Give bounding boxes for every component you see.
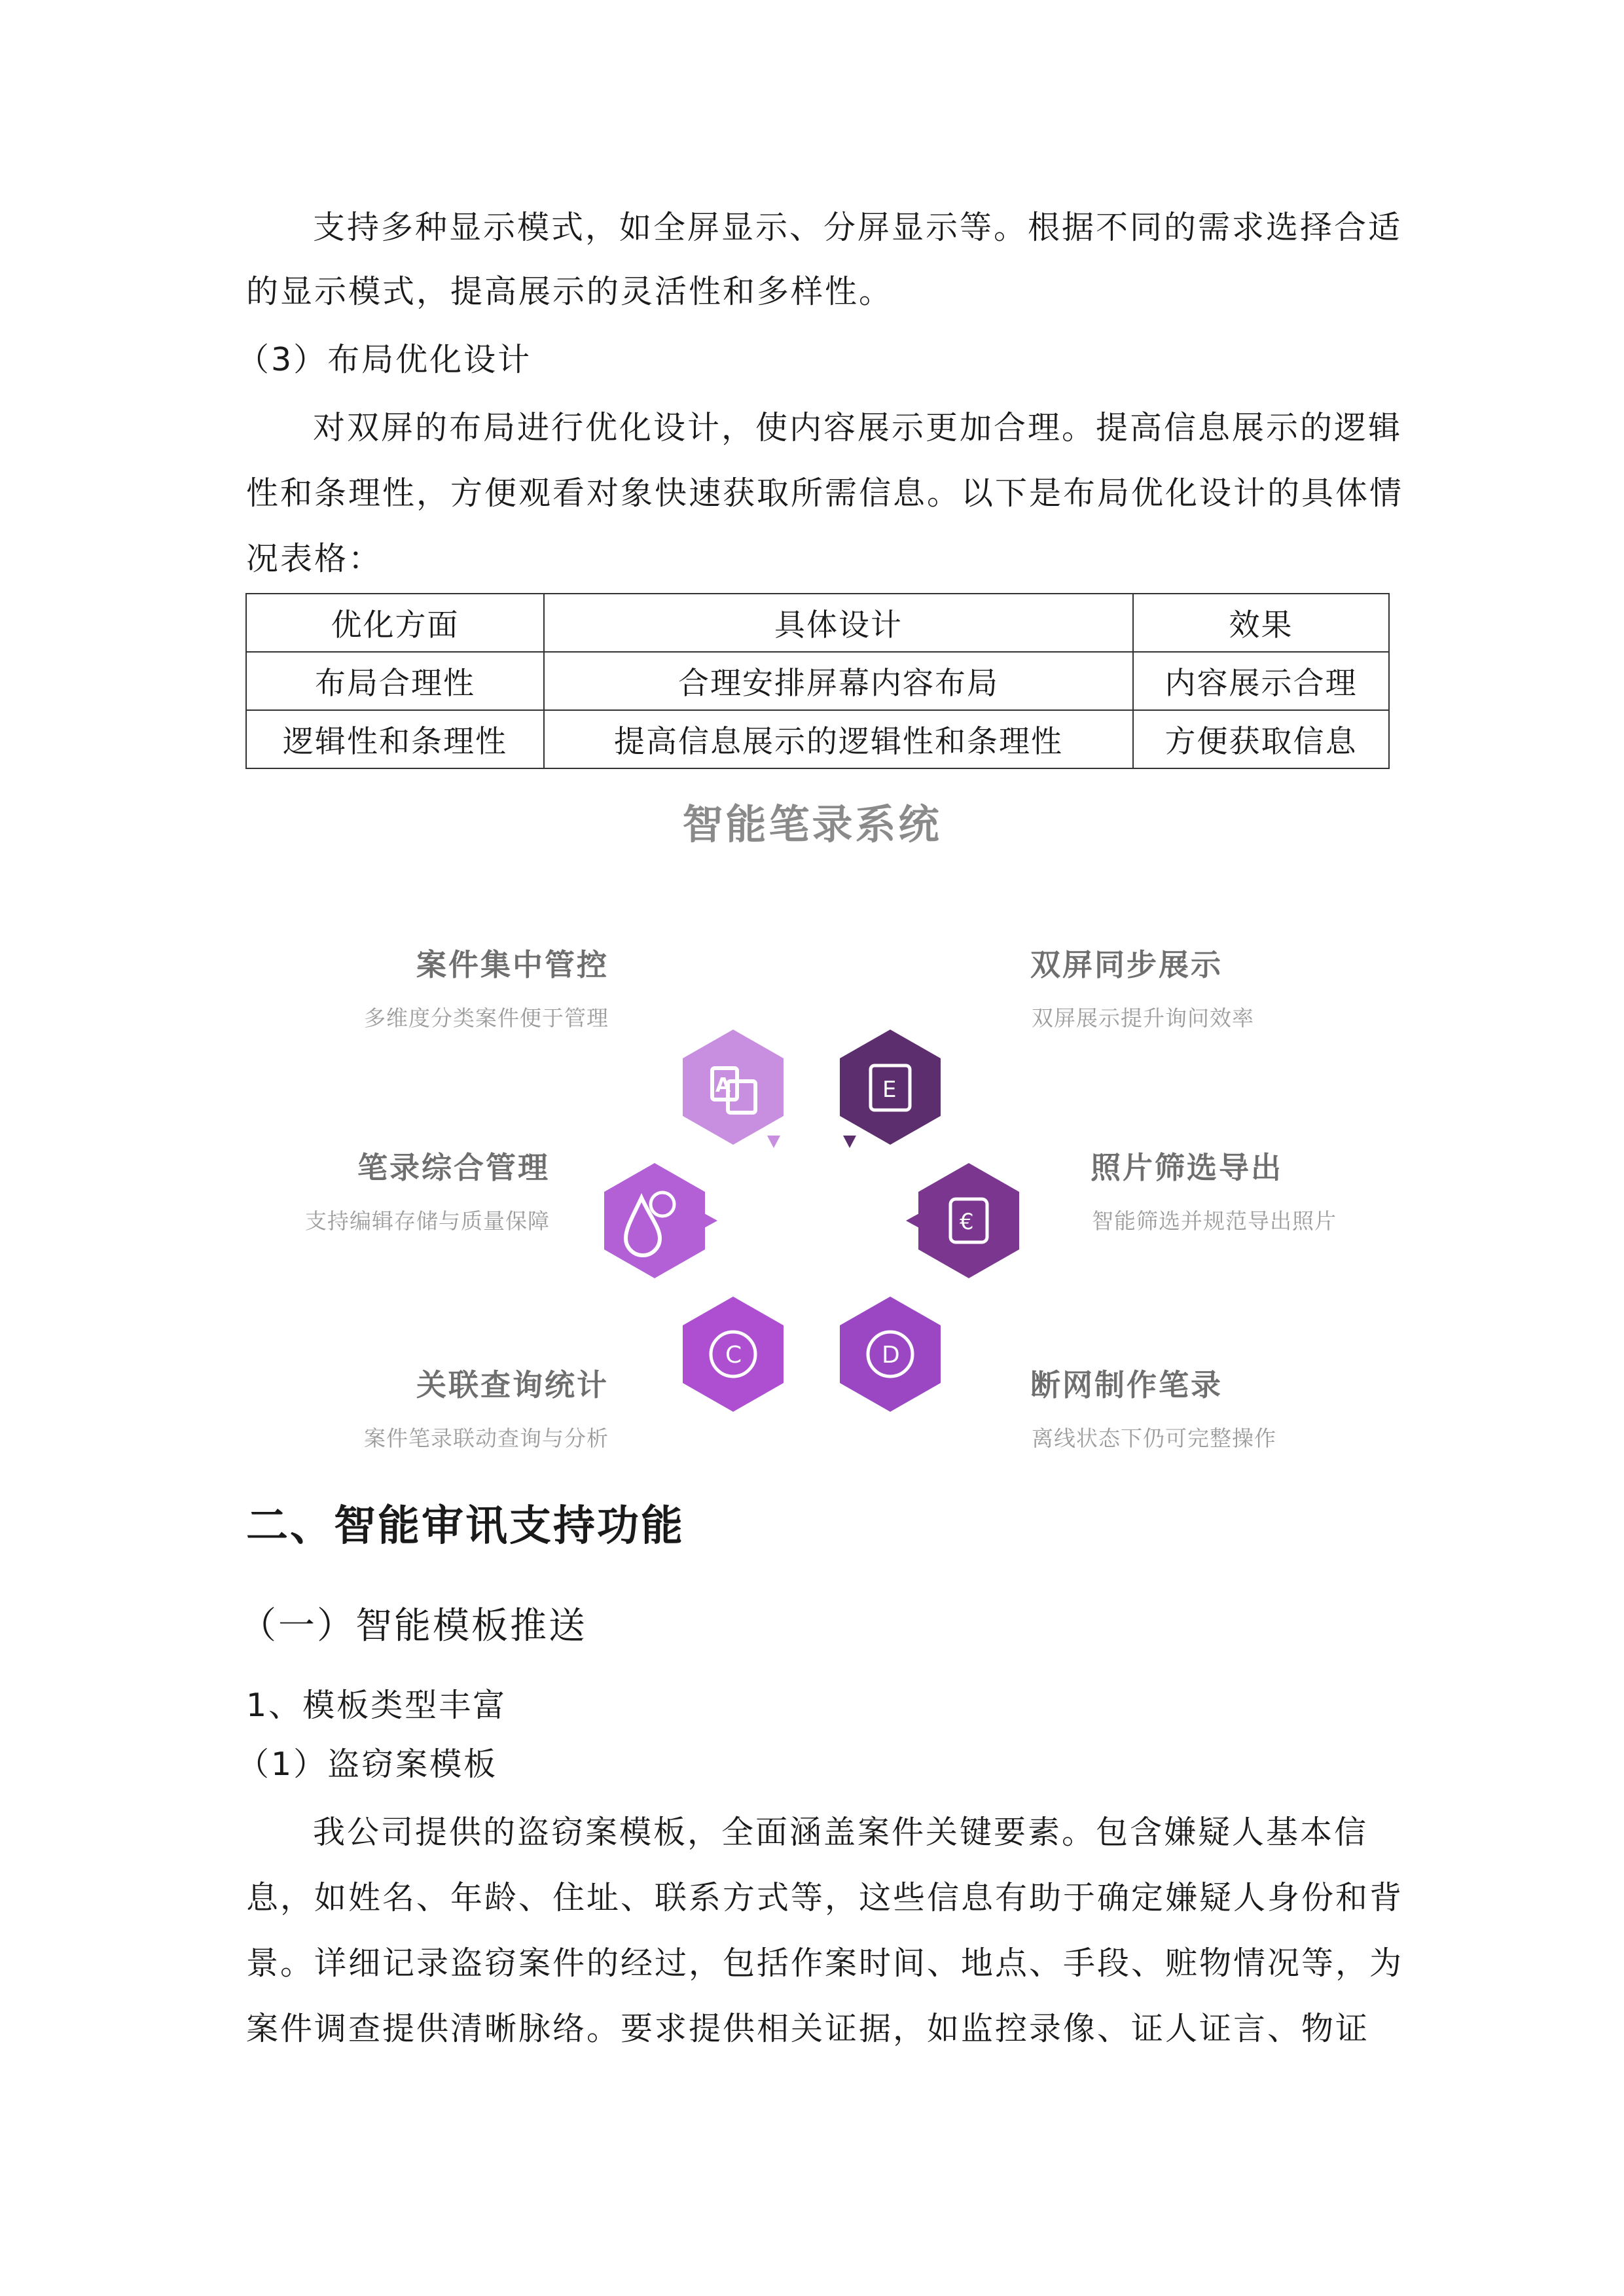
table-header-row (246, 594, 1389, 652)
subheading: （3）布局优化设计 (237, 341, 532, 378)
svg-text:€: € (960, 1209, 974, 1235)
node-desc: 案件笔录联动查询与分析 (364, 1426, 609, 1451)
table-header-cell: 优化方面 (246, 594, 544, 652)
table-row (246, 652, 1389, 710)
layout-optimization-table (245, 593, 1390, 769)
droplet-coin-icon (604, 1163, 717, 1278)
svg-text:D: D (882, 1342, 900, 1369)
paragraph-line: 的显示模式，提高展示的灵活性和多样性。 (246, 273, 893, 310)
node-desc: 智能筛选并规范导出照片 (1092, 1208, 1337, 1234)
section-heading: 二、智能审讯支持功能 (246, 1502, 685, 1551)
hexagon-diagram (576, 995, 1047, 1466)
document-icon (840, 1030, 941, 1148)
list-item-heading: 1、模板类型丰富 (246, 1687, 507, 1724)
svg-text:A: A (715, 1074, 731, 1097)
table-cell: 提高信息展示的逻辑性和条理性 (544, 710, 1133, 768)
table-row (246, 710, 1389, 768)
c-circle-icon (683, 1297, 784, 1412)
node-title: 关联查询统计 (416, 1367, 609, 1403)
node-title: 照片筛选导出 (1091, 1150, 1283, 1185)
node-title: 案件集中管控 (416, 947, 609, 982)
node-desc: 离线状态下仍可完整操作 (1032, 1426, 1276, 1451)
svg-text:C: C (725, 1342, 742, 1369)
table-header-cell: 具体设计 (544, 594, 1133, 652)
svg-text:E: E (882, 1077, 897, 1103)
table-cell: 内容展示合理 (1133, 652, 1389, 710)
table-cell: 逻辑性和条理性 (246, 710, 544, 768)
sub-item-heading: （1）盗窃案模板 (237, 1746, 498, 1783)
node-title: 双屏同步展示 (1030, 947, 1223, 982)
e-document-icon (906, 1163, 1019, 1278)
node-desc: 多维度分类案件便于管理 (364, 1005, 609, 1031)
paragraph-line: 性和条理性，方便观看对象快速获取所需信息。以下是布局优化设计的具体情 (246, 475, 1404, 512)
table-cell: 方便获取信息 (1133, 710, 1389, 768)
paragraph-line: 支持多种显示模式，如全屏显示、分屏显示等。根据不同的需求选择合适 (313, 209, 1403, 246)
paragraph-line: 对双屏的布局进行优化设计，使内容展示更加合理。提高信息展示的逻辑 (313, 409, 1403, 446)
node-title: 笔录综合管理 (357, 1150, 550, 1185)
paragraph-line: 我公司提供的盗窃案模板，全面涵盖案件关键要素。包含嫌疑人基本信 (313, 1814, 1369, 1851)
paragraph-line: 案件调查提供清晰脉络。要求提供相关证据，如监控录像、证人证言、物证 (246, 2010, 1370, 2047)
table-cell: 布局合理性 (246, 652, 544, 710)
paragraph-line: 景。详细记录盗窃案件的经过，包括作案时间、地点、手段、赃物情况等，为 (246, 1945, 1404, 1982)
node-desc: 双屏展示提升询问效率 (1032, 1005, 1254, 1031)
table-header-cell: 效果 (1133, 594, 1389, 652)
paragraph-line: 息，如姓名、年龄、住址、联系方式等，这些信息有助于确定嫌疑人身份和背 (246, 1879, 1404, 1916)
subsection-heading: （一）智能模板推送 (240, 1605, 587, 1647)
d-circle-icon (840, 1297, 941, 1412)
node-title: 断网制作笔录 (1030, 1367, 1223, 1403)
diagram-title: 智能笔录系统 (682, 800, 942, 848)
paragraph-line: 况表格： (246, 540, 383, 577)
table-cell: 合理安排屏幕内容布局 (544, 652, 1133, 710)
node-desc: 支持编辑存储与质量保障 (305, 1208, 550, 1234)
translate-icon (683, 1030, 784, 1148)
